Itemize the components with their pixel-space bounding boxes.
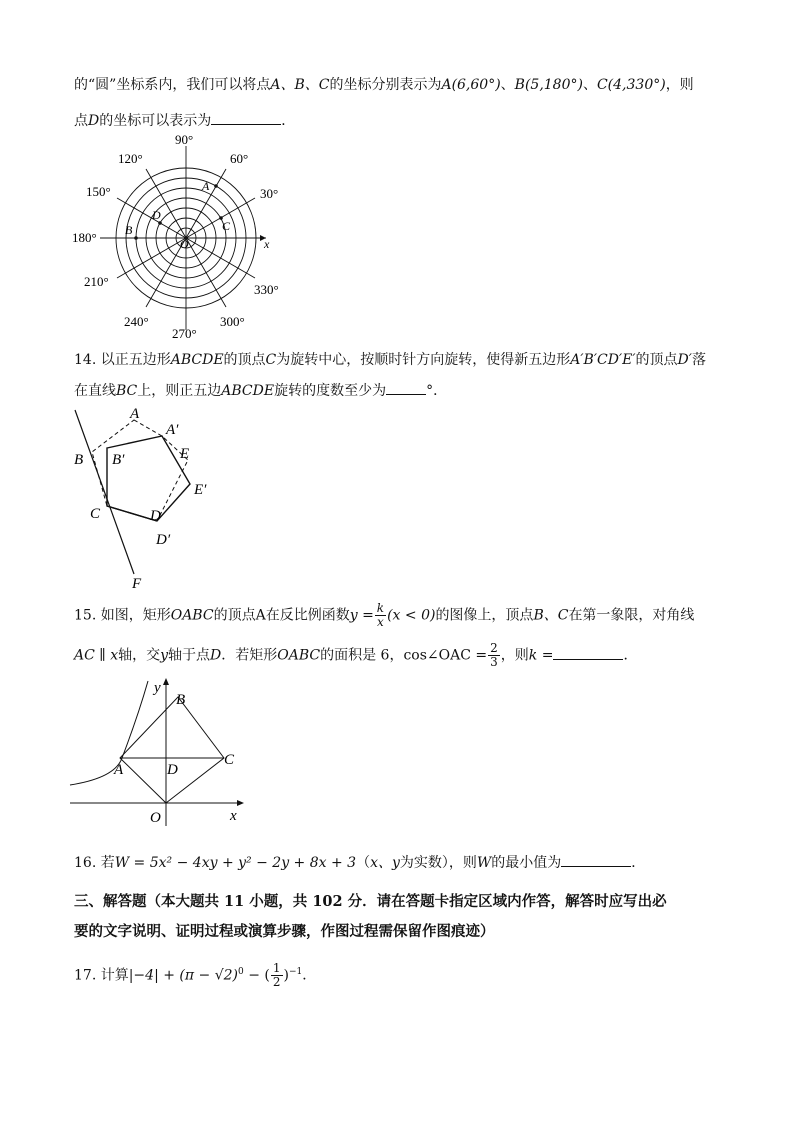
hyperbola-curve — [70, 681, 148, 785]
axis-label-x: x — [230, 808, 237, 824]
label-A: A — [130, 406, 140, 422]
q13-line1: 的“圆”坐标系内，我们可以将点A、B、C的坐标分别表示为A(6,60°)、B(5,180°)、C(4,330°)，则 — [74, 77, 694, 93]
rectangle-hyperbola-figure — [70, 676, 250, 826]
label-C: C — [90, 506, 101, 522]
answer-blank-13 — [211, 124, 281, 125]
section-3-heading-line1: 三、解答题（本大题共 11 小题，共 102 分．请在答题卡指定区域内作答，解答时应写出必 — [74, 893, 667, 910]
label-O: O — [150, 810, 161, 826]
label-A: A — [114, 762, 124, 778]
label-B: B — [176, 692, 186, 708]
angle-label-300: 300° — [220, 314, 245, 329]
angle-label-240: 240° — [124, 314, 149, 329]
answer-blank-15 — [553, 659, 623, 660]
axis-label-y: y — [154, 680, 161, 696]
angle-label-120: 120° — [118, 151, 143, 166]
label-E-prime: E′ — [194, 482, 207, 498]
point-label-D: D — [152, 208, 161, 222]
q13-line2: 点D的坐标可以表示为 ． — [74, 113, 296, 129]
angle-label-30: 30° — [260, 186, 279, 201]
line-BF — [75, 410, 134, 574]
label-B: B — [74, 452, 84, 468]
q14-line1: 14. 以正五边形ABCDE的顶点C为旋转中心，按顺时针方向旋转，使得新五边形A′B′CD′E′的顶点D′落 — [74, 352, 706, 368]
angle-label-150: 150° — [86, 184, 111, 199]
fraction-two-thirds: $\frac{2}{3}$ — [490, 641, 498, 669]
label-D: D — [167, 762, 178, 778]
q14-line2: 在直线BC上，则正五边ABCDE旋转的度数至少为 °． — [74, 383, 448, 399]
answer-blank-16 — [561, 866, 631, 867]
label-D: D — [150, 508, 161, 524]
axis-label-x: x — [264, 237, 270, 251]
q15-line1: 15. 如图，矩形OABC的顶点A在反比例函数y = $\frac{k}{x}$ (x < 0)的图像上，顶点B、C在第一象限，对角线 — [74, 601, 695, 629]
angle-label-180: 180° — [72, 230, 97, 245]
fraction-k-over-x: $\frac{k}{x}$ — [376, 601, 385, 629]
q17-line: 17. 计算$|-4| + (\pi - √2)^0$ − ( $\frac{1}{2}$ )$^{-1}$． — [74, 961, 317, 989]
label-C: C — [224, 752, 235, 768]
fraction-one-half: $\frac{1}{2}$ — [272, 961, 281, 989]
pentagon-rotation-figure — [70, 402, 230, 592]
section-3-heading-line2: 要的文字说明、证明过程或演算步骤，作图过程需保留作图痕迹） — [74, 923, 495, 940]
label-D-prime: D′ — [156, 532, 171, 548]
angle-label-90: 90° — [175, 132, 194, 147]
angle-label-210: 210° — [84, 274, 109, 289]
angle-label-60: 60° — [230, 151, 249, 166]
label-E: E — [180, 446, 190, 462]
q16-line: 16. 若W = 5x² − 4xy + y² − 2y + 8x + 3（x、y为实数），则W的最小值为 ． — [74, 855, 646, 871]
point-label-C: C — [222, 219, 231, 233]
label-B-prime: B′ — [112, 452, 125, 468]
label-F: F — [132, 576, 142, 592]
point-label-A: A — [202, 179, 210, 193]
angle-label-330: 330° — [254, 282, 279, 297]
answer-blank-14 — [386, 394, 426, 395]
point-label-O: O — [180, 237, 189, 251]
label-A-prime: A′ — [166, 422, 179, 438]
point-label-B: B — [125, 223, 133, 237]
polar-coordinate-figure — [70, 130, 300, 340]
angle-label-270: 270° — [172, 326, 197, 341]
q15-line2: AC ∥ x轴，交y轴于点D．若矩形OABC的面积是 6，cos∠OAC = $\frac{2}{3}$ ，则k = ． — [74, 641, 638, 669]
rectangle-OABC — [120, 697, 224, 803]
rotated-pentagon — [107, 436, 190, 521]
